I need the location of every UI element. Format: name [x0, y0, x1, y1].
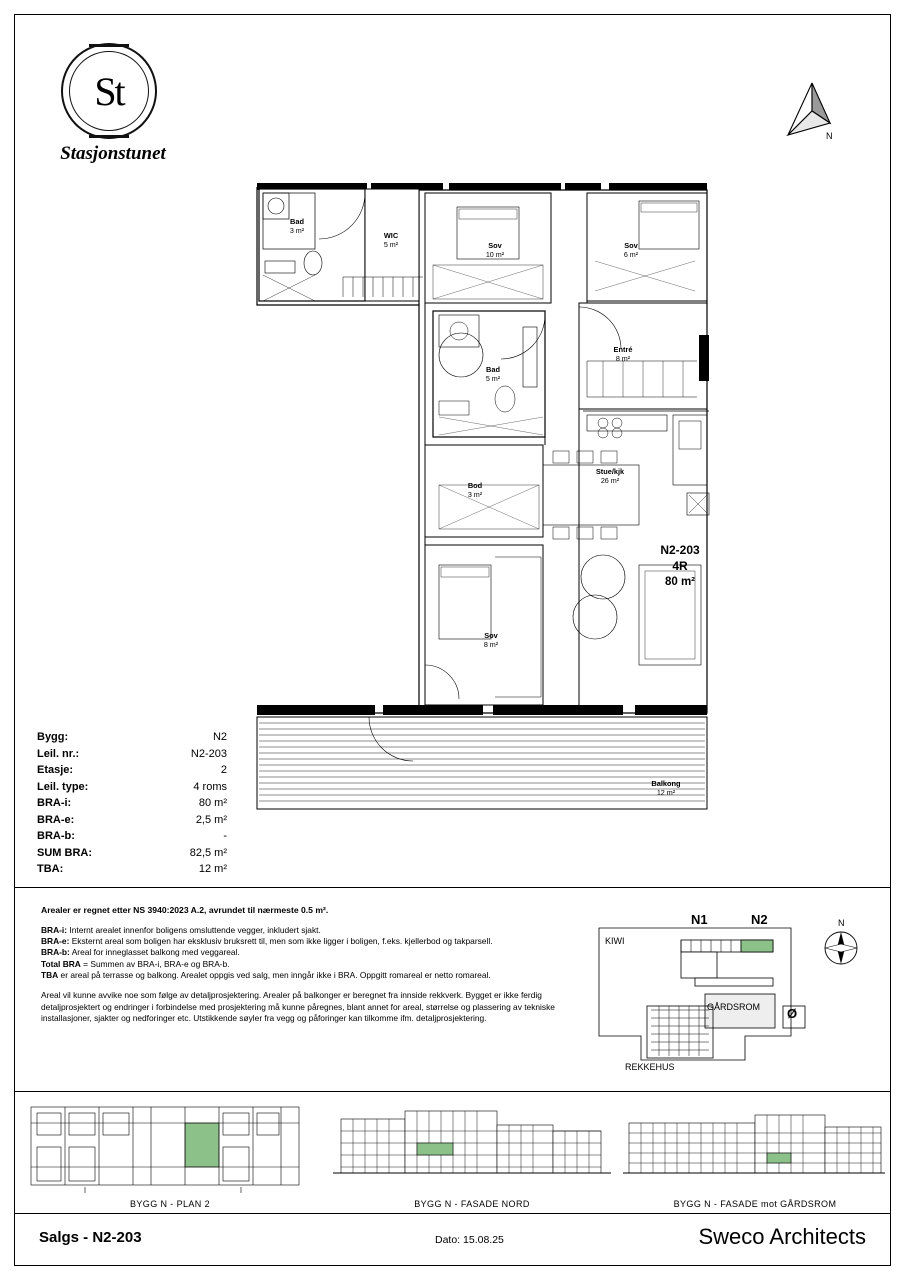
fact-value: 4 roms: [193, 780, 227, 793]
sheet-date: Dato: 15.08.25: [435, 1234, 504, 1246]
unit-type: 4R: [672, 559, 688, 573]
room-name: Entré: [613, 345, 633, 354]
note-text: er areal på terrasse og balkong. Arealet oppgis ved salg, men inngår ikke i BRA. Oppgitt romareal er netto romareal.: [58, 969, 491, 980]
room-name: Bod: [467, 481, 483, 490]
site-label-n1: N1: [691, 912, 708, 927]
note-text: Areal for inneglasset balkong med veggareal.: [69, 947, 240, 958]
fact-key: SUM BRA:: [37, 846, 92, 859]
area-definitions-notes: [41, 905, 586, 1024]
room-name: Sov: [488, 241, 502, 250]
room-area: 26 m²: [600, 476, 620, 486]
logo-bar-top: [89, 44, 129, 47]
fact-row: [37, 746, 227, 763]
note-text: Internt arealet innenfor boligens omsluttende vegger, inkludert sjakt.: [67, 924, 321, 935]
drawing-sheet: [14, 14, 891, 1266]
fact-key: Bygg:: [37, 731, 69, 743]
room-area: 12 m²: [656, 788, 676, 798]
title-block: [15, 1213, 890, 1265]
note-term: BRA-b:: [41, 947, 70, 958]
fact-value: -: [223, 830, 227, 842]
thumb-plan-2: [25, 1101, 315, 1213]
note-text: = Summen av BRA-i, BRA-e og BRA-b.: [80, 958, 230, 969]
notes-headline: Arealer er regnet etter NS 3940:2023 A.2, avrundet til nærmeste 0.5 m².: [41, 905, 329, 915]
fact-value: 80 m²: [198, 797, 227, 809]
fact-key: Leil. nr.:: [37, 747, 80, 760]
architect-brand: Sweco Architects: [698, 1224, 866, 1249]
unit-identifier: [625, 543, 735, 588]
north-arrow-icon: [778, 77, 840, 149]
room-area: 10 m²: [485, 250, 505, 260]
fact-row: [37, 729, 227, 746]
site-label-n2: N2: [751, 912, 768, 927]
site-key-plan: [595, 910, 875, 1085]
fact-value: 2: [220, 764, 227, 776]
note-bra-b: [41, 947, 586, 958]
fact-row: [37, 845, 227, 862]
fact-row: [37, 779, 227, 796]
svg-text:N: N: [838, 918, 845, 928]
thumb-caption: BYGG N - FASADE mot GÅRDSROM: [673, 1199, 837, 1209]
site-label-rekkehus: REKKEHUS: [625, 1062, 675, 1072]
room-name: WIC: [383, 231, 399, 240]
note-disclaimer: Areal vil kunne avvike noe som følge av detaljprosjektering. Arealer på balkonger er beregnet fra innside rekkverk. Bygget er ikke ferdig detaljprosjektert og endringer i forbindelse med prosjektering må kunne påregnes, blant annet for areal, størrelse og plassering av tekniske installasjoner, sjakter og nedforinger etc. Utstikkende søyler fra vegg og påforinger kan tilkomme ifm. detaljprosjektering.: [41, 990, 555, 1023]
fact-key: TBA:: [37, 863, 64, 875]
section-divider-bottom: [15, 1091, 890, 1092]
room-area: 3 m²: [289, 226, 305, 236]
fact-key: BRA-e:: [37, 813, 75, 826]
room-name: Bad: [486, 365, 500, 374]
thumbnail-strip: [15, 1097, 890, 1215]
sheet-title: Salgs - N2-203: [39, 1229, 142, 1246]
unit-area: 80 m²: [664, 576, 696, 588]
room-area: 3 m²: [467, 490, 483, 500]
fact-value: 2,5 m²: [195, 813, 227, 826]
thumb-caption: BYGG N - FASADE NORD: [414, 1199, 530, 1209]
project-logo: [43, 43, 183, 173]
note-term: Total BRA: [41, 958, 81, 969]
fact-row: [37, 812, 227, 829]
site-label-kiwi: KIWI: [605, 936, 625, 946]
site-label-o: Ø: [787, 1006, 798, 1021]
fact-row: [37, 828, 227, 845]
room-area: 6 m²: [623, 250, 639, 260]
note-text: Eksternt areal som boligen har eksklusiv bruksrett til, men som ikke ligger i boligen, f.eks. kjellerbod og takparsell.: [69, 935, 493, 946]
room-name: Sov: [624, 241, 638, 250]
unit-number: N2-203: [660, 543, 700, 557]
logo-monogram: St: [94, 68, 124, 114]
note-bra-i: [41, 925, 586, 936]
floor-plan: [243, 165, 723, 825]
fact-row: [37, 861, 227, 878]
room-area: 8 m²: [615, 354, 631, 364]
thumb-fasade-gardsrom: [621, 1101, 889, 1213]
site-label-gardsrom: GÅRDSROM: [707, 1002, 761, 1012]
note-term: BRA-e:: [41, 935, 70, 946]
fact-key: Etasje:: [37, 764, 74, 776]
note-tba: [41, 970, 586, 981]
north-letter: N: [826, 131, 833, 141]
fact-key: BRA-b:: [37, 830, 75, 842]
room-area: 8 m²: [483, 640, 499, 650]
note-bra-e: [41, 936, 586, 947]
note-total-bra: [41, 959, 586, 970]
fact-key: Leil. type:: [37, 780, 89, 793]
fact-value: 12 m²: [198, 863, 227, 875]
room-area: 5 m²: [383, 240, 399, 250]
thumb-fasade-nord: [327, 1101, 617, 1213]
logo-wordmark: Stasjonstunet: [60, 143, 166, 164]
fact-key: BRA-i:: [37, 797, 72, 809]
room-area: 5 m²: [485, 374, 501, 384]
note-term: BRA-i:: [41, 924, 68, 935]
note-term: TBA: [41, 969, 59, 980]
site-key-plan-drawing: [595, 910, 875, 1085]
thumb-caption: BYGG N - PLAN 2: [129, 1199, 211, 1209]
apartment-facts-table: [37, 729, 227, 878]
fact-row: [37, 762, 227, 779]
floor-plan-drawing: [243, 165, 723, 825]
room-name: Balkong: [651, 779, 681, 788]
section-divider-top: [15, 887, 890, 888]
fact-value: N2-203: [190, 747, 227, 760]
room-name: Stue/kjk: [595, 467, 625, 476]
logo-circle-icon: [61, 43, 157, 139]
fact-row: [37, 795, 227, 812]
room-name: Bad: [290, 217, 304, 226]
fact-value: 82,5 m²: [189, 846, 227, 859]
logo-bar-bottom: [89, 135, 129, 138]
fact-value: N2: [212, 731, 227, 743]
room-name: Sov: [484, 631, 498, 640]
